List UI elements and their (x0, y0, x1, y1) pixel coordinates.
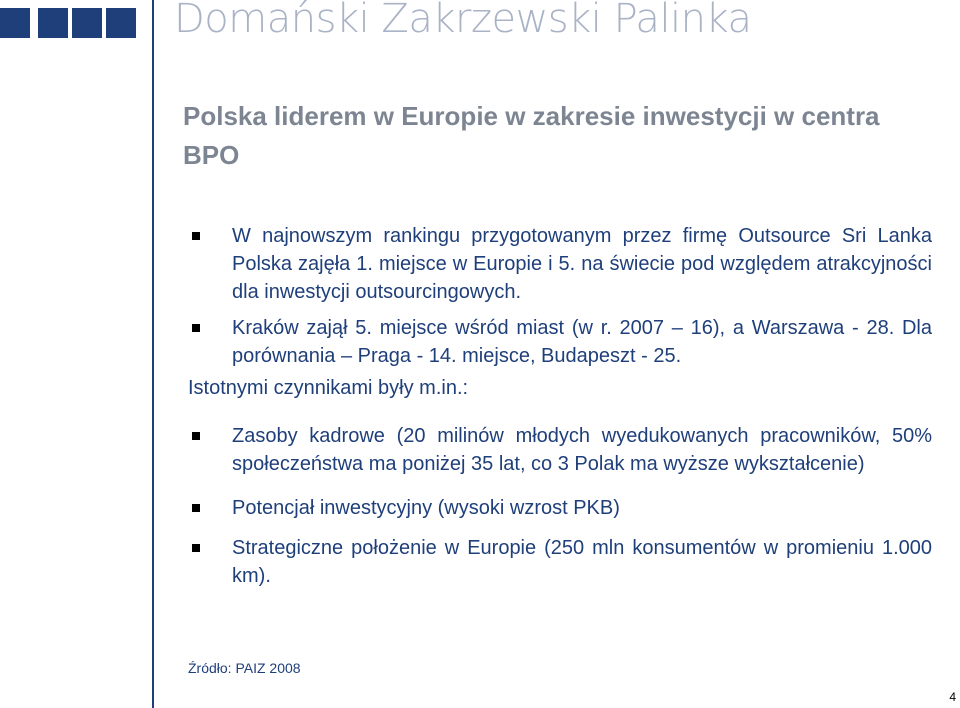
header-divider (152, 0, 154, 708)
firm-name: Domański Zakrzewski Palinka (174, 0, 752, 42)
bullet-list (188, 222, 932, 590)
bullet-item: Kraków zajął 5. miejsce wśród miast (w r. 2007 – 16), a Warszawa - 28. Dla porównania – Praga - 14. miejsce, Budapeszt - 25. (188, 314, 932, 370)
source-note: Źródło: PAIZ 2008 (188, 660, 301, 676)
page-number: 4 (949, 690, 956, 704)
bullet-item: W najnowszym rankingu przygotowanym przez firmę Outsource Sri Lanka Polska zajęła 1. miejsce w Europie i 5. na świecie pod względem atrakcyjności dla inwestycji outsourcingowych. (188, 222, 932, 306)
bullet-item: Potencjał inwestycyjny (wysoki wzrost PKB) (188, 494, 932, 522)
bullet-item: Zasoby kadrowe (20 milinów młodych wyedukowanych pracowników, 50% społeczeństwa ma poniżej 35 lat, co 3 Polak ma wyższe wykształcenie) (188, 422, 932, 478)
intro-text: Istotnymi czynnikami były m.in.: (188, 377, 469, 399)
logo-square (38, 8, 68, 38)
bullet-item: Strategiczne położenie w Europie (250 mln konsumentów w promieniu 1.000 km). (188, 534, 932, 590)
slide-title: Polska liderem w Europie w zakresie inwestycji w centra BPO (183, 101, 880, 170)
logo-square (106, 8, 136, 38)
logo-square (0, 8, 30, 38)
logo-square (72, 8, 102, 38)
